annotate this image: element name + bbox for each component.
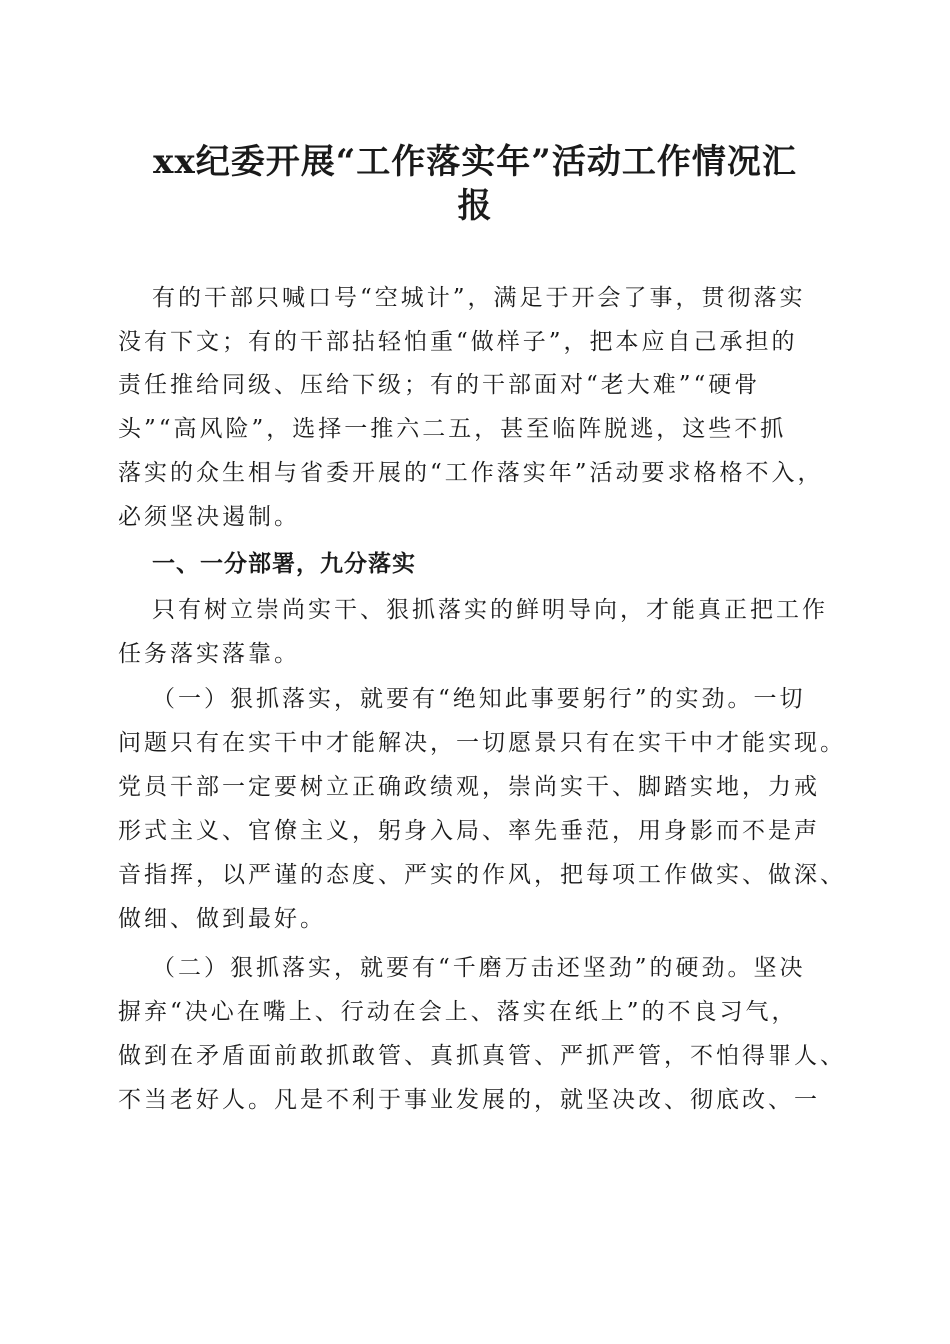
document-title-line-2: 报 <box>457 186 493 226</box>
text-line: 问题只有在实干中才能解决，一切愿景只有在实干中才能实现。 <box>118 730 846 756</box>
text-line: 形式主义、官僚主义，躬身入局、率先垂范，用身影而不是声 <box>118 818 820 844</box>
text-line: 做细、做到最好。 <box>118 906 326 932</box>
text-line: 只有树立崇尚实干、狠抓落实的鲜明导向，才能真正把工作 <box>152 597 828 623</box>
text-line: 必须坚决遏制。 <box>118 504 300 530</box>
text-line: 摒弃“决心在嘴上、行动在会上、落实在纸上”的不良习气， <box>118 999 798 1025</box>
text-line: 有的干部只喊口号“空城计”，满足于开会了事，贯彻落实 <box>152 285 806 311</box>
text-line: 任务落实落靠。 <box>118 641 300 667</box>
text-line: （二）狠抓落实，就要有“千磨万击还坚劲”的硬劲。坚决 <box>152 955 806 981</box>
text-line: 落实的众生相与省委开展的“工作落实年”活动要求格格不入， <box>118 460 824 486</box>
text-line: 党员干部一定要树立正确政绩观，崇尚实干、脚踏实地，力戒 <box>118 774 820 800</box>
text-line: 做到在矛盾面前敢抓敢管、真抓真管、严抓严管，不怕得罪人、 <box>118 1043 846 1069</box>
document-title-line-1: xx纪委开展“工作落实年”活动工作情况汇 <box>153 142 797 182</box>
section-heading: 一、一分部署，九分落实 <box>152 551 416 577</box>
text-line: 没有下文；有的干部拈轻怕重“做样子”，把本应自己承担的 <box>118 329 798 355</box>
text-line: 音指挥，以严谨的态度、严实的作风，把每项工作做实、做深、 <box>118 862 846 888</box>
text-line: 不当老好人。凡是不利于事业发展的，就坚决改、彻底改、一 <box>118 1087 820 1113</box>
text-line: 责任推给同级、压给下级；有的干部面对“老大难”“硬骨 <box>118 372 761 398</box>
text-line: （一）狠抓落实，就要有“绝知此事要躬行”的实劲。一切 <box>152 686 806 712</box>
text-line: 头”“高风险”，选择一推六二五，甚至临阵脱逃，这些不抓 <box>118 416 787 442</box>
